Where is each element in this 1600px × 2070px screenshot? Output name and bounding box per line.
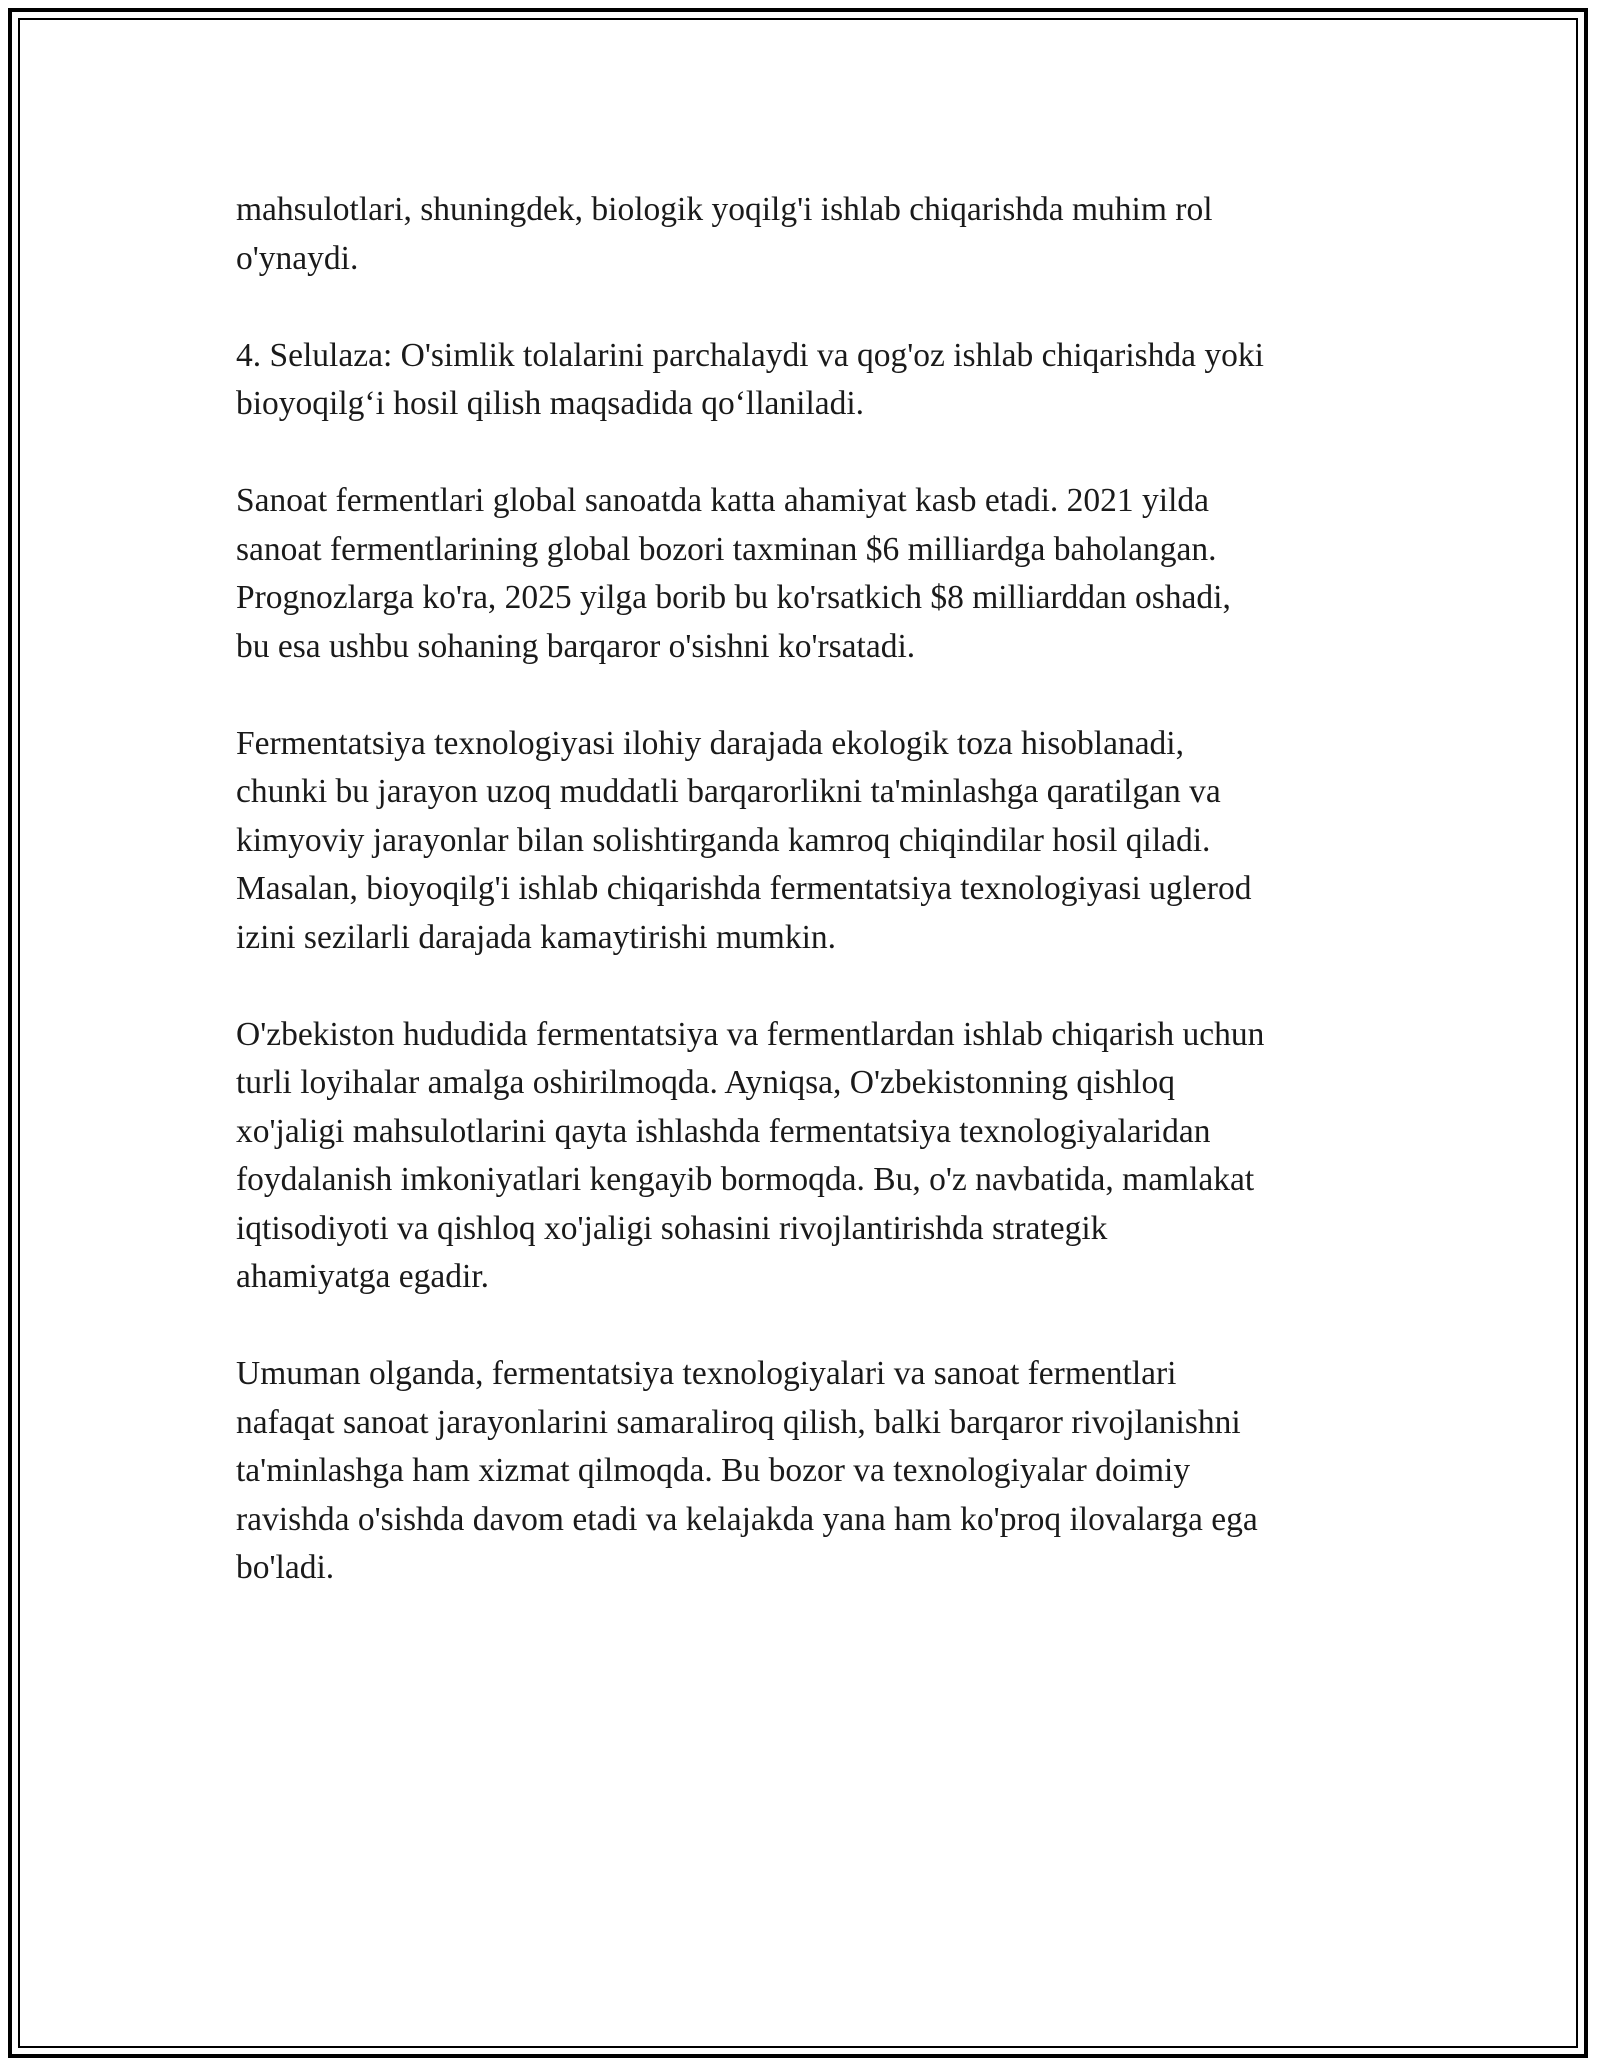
paragraph-sanoat-fermentlari: Sanoat fermentlari global sanoatda katta ahamiyat kasb etadi. 2021 yilda sanoat fermentlarining global bozori taxminan $6 milliardga baholangan. Prognozlarga ko'ra, 2025 yilga borib bu ko'rsatkich $8 milliarddan oshadi, bu esa ushbu sohaning barqaror o'sishni ko'rsatadi. (236, 482, 1231, 665)
paragraph-ozbekiston: O'zbekiston hududida fermentatsiya va fermentlardan ishlab chiqarish uchun turli loyihalar amalga oshirilmoqda. Ayniqsa, O'zbekistonning qishloq xo'jaligi mahsulotlarini qayta ishlashda fermentatsiya texnologiyalaridan foydalanish imkoniyatlari kengayib bormoqda. Bu, o'z navbatida, mamlakat iqtisodiyoti va qishloq xo'jaligi sohasini rivojlantirishda strategik ahamiyatga egadir. (236, 1015, 1265, 1295)
document-body (236, 186, 1376, 1641)
paragraph-umuman-olganda: Umuman olganda, fermentatsiya texnologiyalari va sanoat fermentlari nafaqat sanoat jarayonlarini samaraliroq qilish, balki barqaror rivojlanishni ta'minlashga ham xizmat qilmoqda. Bu bozor va texnologiyalar doimiy ravishda o'sishda davom etadi va kelajakda yana ham ko'proq ilovalarga ega bo'ladi. (236, 1355, 1258, 1586)
paragraph-fermentatsiya-ekologik: Fermentatsiya texnologiyasi ilohiy darajada ekologik toza hisoblanadi, chunki bu jarayon uzoq muddatli barqarorlikni ta'minlashga qaratilgan va kimyoviy jarayonlar bilan solishtirganda kamroq chiqindilar hosil qiladi. Masalan, bioyoqilg'i ishlab chiqarishda fermentatsiya texnologiyasi uglerod izini sezilarli darajada kamaytirishi mumkin. (236, 724, 1252, 956)
paragraph-mahsulotlari: mahsulotlari, shuningdek, biologik yoqilg'i ishlab chiqarishda muhim rol o'ynaydi. (236, 191, 1213, 277)
paragraph-selulaza: 4. Selulaza: O'simlik tolalarini parchalaydi va qog'oz ishlab chiqarishda yoki bioyoqilg‘i hosil qilish maqsadida qo‘llaniladi. (236, 336, 1264, 422)
